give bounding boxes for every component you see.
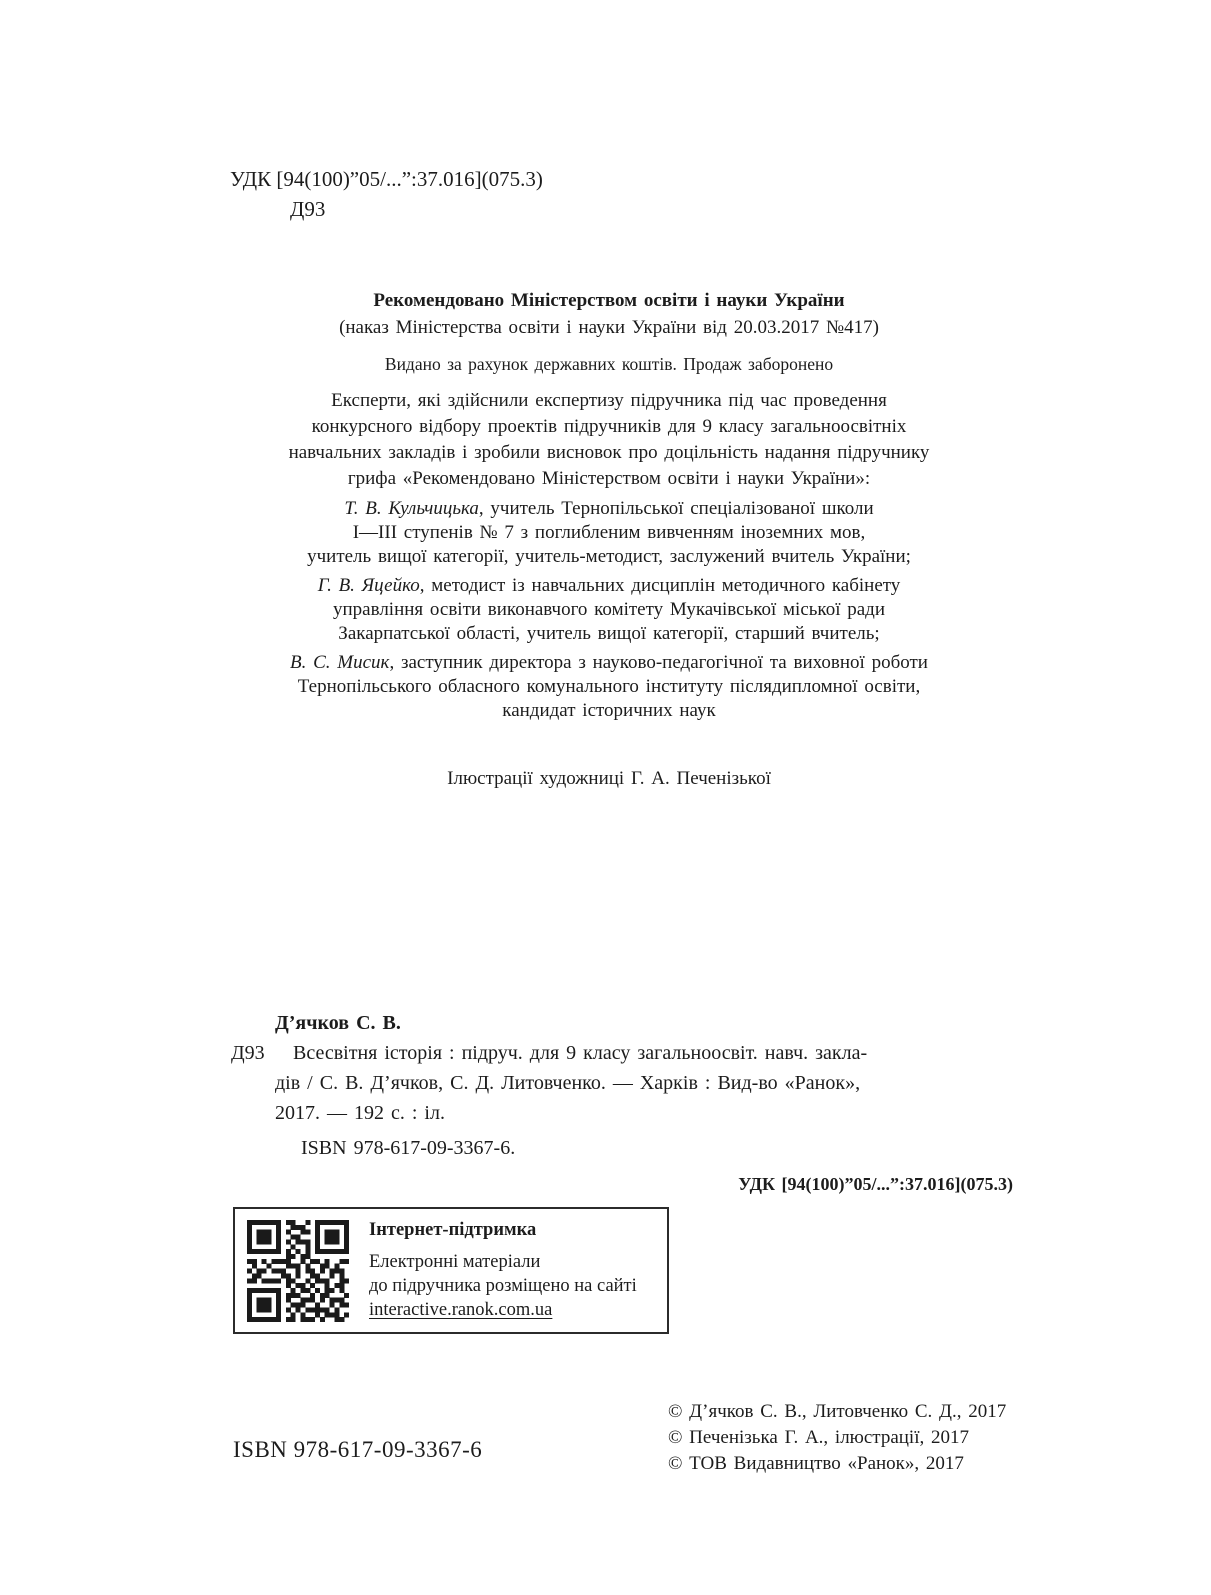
copyright-line: © Печенізька Г. А., ілюстрації, 2017 [668,1427,969,1448]
illustrations-credit: Ілюстрації художниці Г. А. Печенізької [447,768,771,789]
qr-code-icon [247,1220,349,1322]
expert-role: , методист із навчальних дисциплін методичного кабінету [419,575,901,596]
internet-support-title: Інтернет-підтримка [369,1219,537,1240]
copyright-line: © ТОВ Видавництво «Ранок», 2017 [668,1453,964,1474]
copyright-block [668,1399,1006,1477]
expert-entry [223,497,995,569]
copyright-line: © Д’ячков С. В., Литовченко С. Д., 2017 [668,1401,1007,1422]
expert-name: В. С. Мисик [290,652,390,673]
udk-number: УДК [94(100)”05/...”:37.016](075.3) [230,167,543,191]
expert-line: учитель вищої категорії, учитель-методист, заслужений вчитель України; [307,546,911,567]
isbn-bottom: ISBN 978-617-09-3367-6 [233,1437,483,1462]
experts-intro [223,388,995,492]
expert-name: Т. В. Кульчицька [344,498,479,519]
internet-support-line: до підручника розміщено на сайті [369,1275,637,1296]
experts-intro-line: конкурсного відбору проектів підручників для 9 класу загальноосвітніх [311,416,907,437]
expert-role: , заступник директора з науково-педагогічної та виховної роботи [389,652,928,673]
expert-name: Г. В. Яцейко [317,575,420,596]
card-author: Д’ячков С. В. [275,1012,401,1034]
experts-intro-line: грифа «Рекомендовано Міністерством освіти і науки України»: [347,468,871,489]
internet-support-text [369,1220,637,1322]
bib-line: дів / С. В. Д’ячков, С. Д. Литовченко. — Харків : Вид-во «Ранок», [275,1072,861,1094]
expert-line [223,651,995,675]
internet-support-box [233,1207,669,1334]
expert-role: , учитель Тернопільської спеціалізованої школи [478,498,874,519]
experts-intro-line: Експерти, які здійснили експертизу підручника під час проведення [331,390,887,411]
expert-line: І—ІІІ ступенів № 7 з поглибленим вивченням іноземних мов, [352,522,866,543]
udk-block [230,164,543,224]
expert-line: кандидат історичних наук [502,700,716,721]
expert-line: управління освіти виконавчого комітету Мукачівської міської ради [333,599,885,620]
funding-notice: Видано за рахунок державних коштів. Продаж заборонено [384,354,834,374]
bib-line: 2017. — 192 с. : іл. [275,1102,445,1124]
recommendation-order: (наказ Міністерства освіти і науки України від 20.03.2017 №417) [339,317,879,338]
card-code: Д93 [231,1042,265,1064]
catalog-card [231,1008,1013,1199]
author-sign-code: Д93 [290,197,326,221]
card-isbn: ISBN 978-617-09-3367-6. [301,1137,516,1159]
card-udk: УДК [94(100)”05/...”:37.016](075.3) [738,1174,1013,1194]
bib-line: Всесвітня історія : підруч. для 9 класу загальноосвіт. навч. закла- [293,1042,868,1064]
experts-intro-line: навчальних закладів і зробили висновок про доцільність надання підручнику [288,442,930,463]
expert-entry [223,651,995,723]
expert-entry [223,574,995,646]
expert-line [223,574,995,598]
expert-line [223,497,995,521]
expert-line: Закарпатської області, учитель вищої категорії, старший вчитель; [338,623,880,644]
internet-support-line: Електронні матеріали [369,1251,541,1272]
bibliographic-entry [231,1038,1013,1128]
approval-column [223,287,995,723]
expert-line: Тернопільського обласного комунального інституту післядипломної освіти, [297,676,921,697]
recommendation-title: Рекомендовано Міністерством освіти і науки України [373,290,845,311]
support-site-link[interactable]: interactive.ranok.com.ua [369,1299,553,1320]
